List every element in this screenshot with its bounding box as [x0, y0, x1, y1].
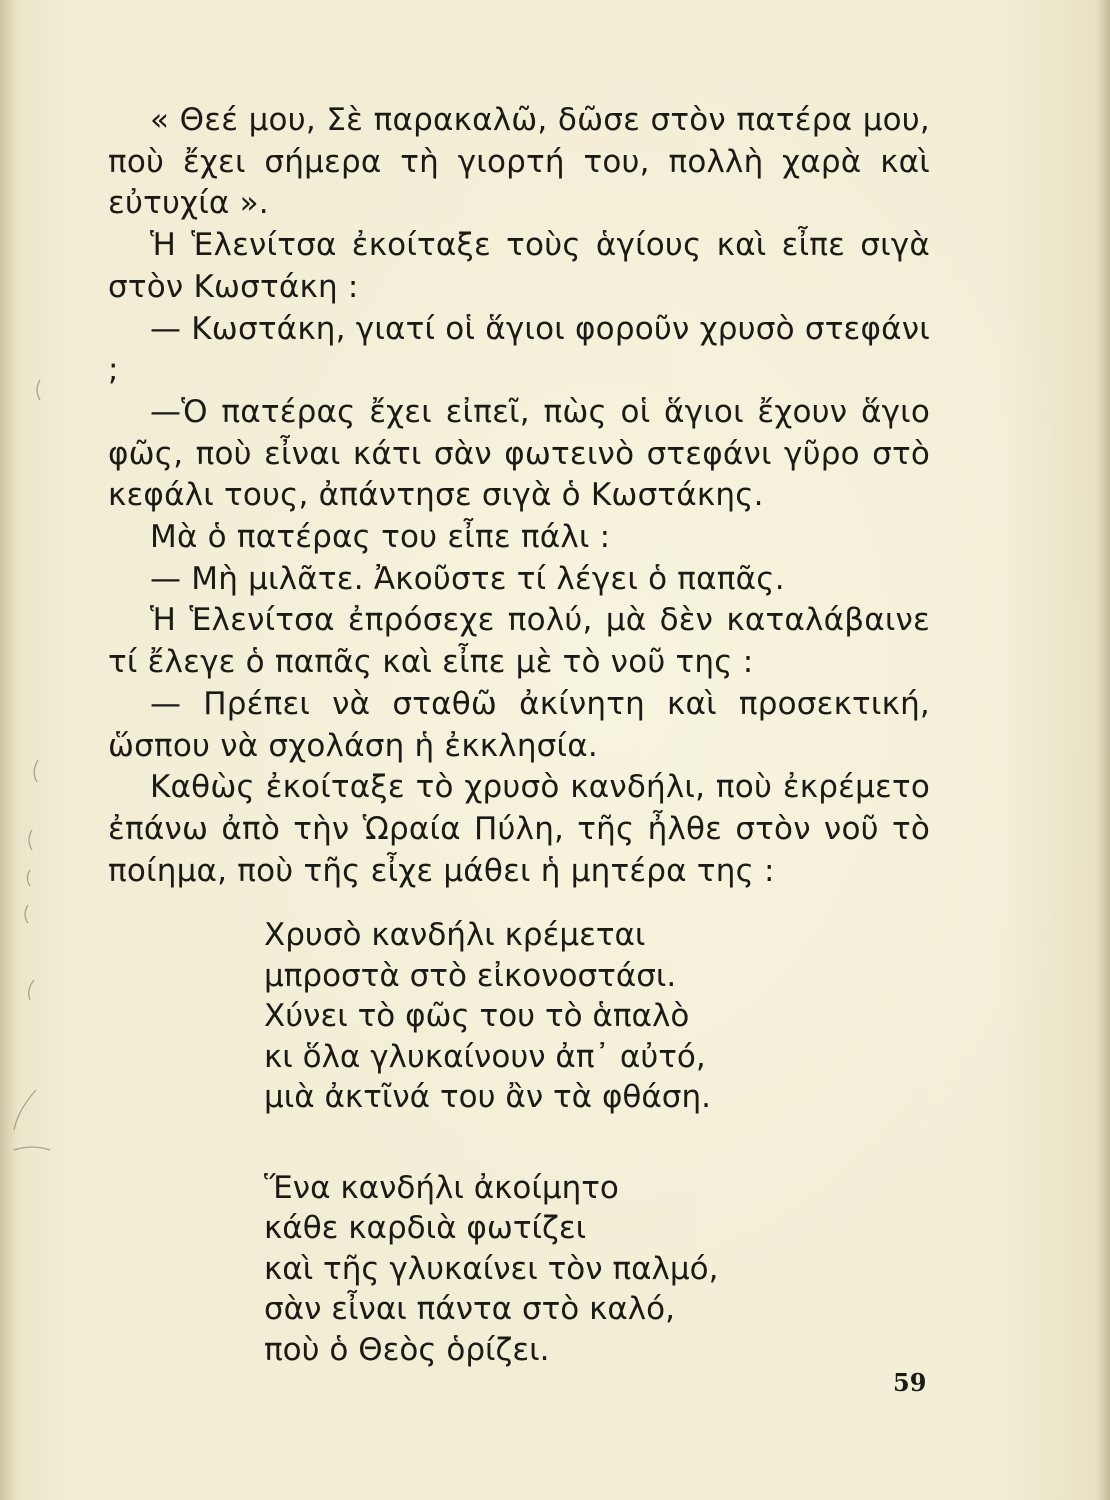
verse-line: ποὺ ὁ Θεὸς ὁρίζει.: [264, 1331, 550, 1368]
paragraph-stand-still: — Πρέπει νὰ σταθῶ ἀκίνητη καὶ προσεκτική, ὥσπου νὰ σχολάση ἡ ἐκκλησία.: [108, 685, 930, 764]
poem: [264, 915, 718, 1420]
paragraph-hush: — Μὴ μιλᾶτε. Ἀκοῦστε τί λέγει ὁ παπᾶς.: [150, 560, 785, 597]
verse-line: μιὰ ἀκτῖνά του ἂν τὰ φθάση.: [264, 1079, 711, 1115]
verse-line: κι ὅλα γλυκαίνουν ἀπ᾽ αὐτό,: [264, 1038, 706, 1075]
page-edge: [1096, 0, 1110, 1500]
verse-line: Χρυσὸ κανδήλι κρέμεται: [264, 917, 646, 953]
prose-block: [108, 100, 930, 892]
verse-line: Ἕνα κανδήλι ἀκοίμητο: [264, 1169, 619, 1206]
paragraph-lamp: Καθὼς ἐκοίταξε τὸ χρυσὸ κανδήλι, ποὺ ἐκρέμετο ἐπάνω ἀπὸ τὴν Ὡραία Πύλη, τῆς ἦλθε στὸν νοῦ τὸ ποίημα, ποὺ τῆς εἶχε μάθει ἡ μητέρα της :: [108, 769, 930, 889]
paragraph-elenitsa-looks: Ἡ Ἑλενίτσα ἐκοίταξε τοὺς ἁγίους καὶ εἶπε σιγὰ στὸν Κωστάκη :: [108, 227, 930, 305]
verse-line: καὶ τῆς γλυκαίνει τὸν παλμό,: [264, 1250, 719, 1287]
verse-line: μπροστὰ στὸ εἰκονοστάσι.: [264, 957, 677, 994]
verse-line: Χύνει τὸ φῶς του τὸ ἁπαλὸ: [264, 998, 690, 1034]
verse-line: σὰν εἶναι πάντα στὸ καλό,: [264, 1291, 675, 1327]
page-number: 59: [893, 1368, 927, 1397]
paragraph-father-says: Μὰ ὁ πατέρας του εἶπε πάλι :: [150, 519, 611, 556]
paragraph-question: — Κωστάκη, γιατί οἱ ἅγιοι φοροῦν χρυσὸ στεφάνι ;: [108, 310, 930, 389]
paragraph-answer: —Ὁ πατέρας ἔχει εἰπεῖ, πὼς οἱ ἅγιοι ἔχουν ἅγιο φῶς, ποὺ εἶναι κάτι σὰν φωτεινὸ στεφάνι γῦρο στὸ κεφάλι τους, ἀπάντησε σιγὰ ὁ Κωστάκης.: [108, 393, 930, 514]
gutter-shadow: [0, 0, 18, 1500]
poem-stanza-2: [264, 1168, 718, 1371]
paragraph-prayer: « Θεέ μου, Σὲ παρακαλῶ, δῶσε στὸν πατέρα μου, ποὺ ἔχει σήμερα τὴ γιορτή του, πολλὴ χαρὰ καὶ εὐτυχία ».: [108, 102, 930, 222]
paragraph-attention: Ἡ Ἑλενίτσα ἐπρόσεχε πολύ, μὰ δὲν καταλάβαινε τί ἔλεγε ὁ παπᾶς καὶ εἶπε μὲ τὸ νοῦ της :: [108, 602, 930, 681]
poem-stanza-1: [264, 915, 718, 1118]
verse-line: κάθε καρδιὰ φωτίζει: [264, 1210, 587, 1246]
